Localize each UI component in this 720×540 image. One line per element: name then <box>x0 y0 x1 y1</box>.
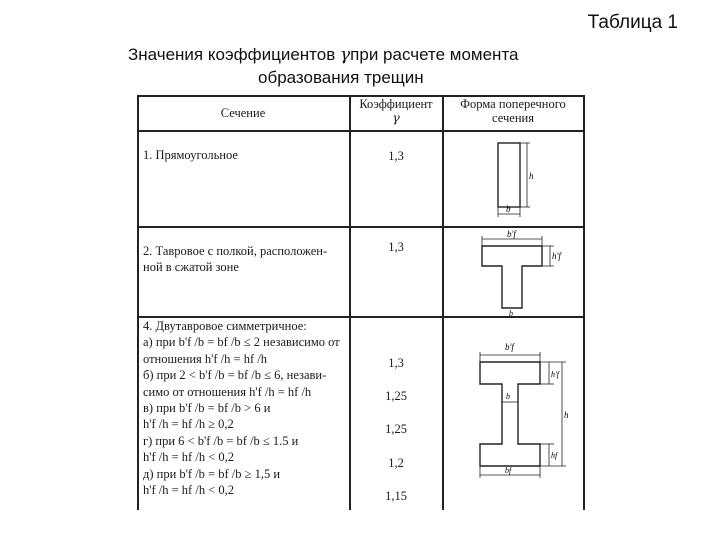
header-form-line2: сечения <box>492 111 534 125</box>
dim-label-hf-bottom: hf <box>551 451 558 460</box>
header-coefficient-symbol: γ <box>392 110 400 125</box>
dim-label-bf-bottom: bf <box>505 466 512 475</box>
section-text-line: 1. Прямоугольное <box>143 148 238 162</box>
section-text-line: в) при b'f /b = bf /b > 6 и <box>143 401 271 416</box>
dim-label-h: h <box>529 171 534 181</box>
row-4c-coefficient: 1,25 <box>385 422 407 436</box>
row-1-coefficient: 1,3 <box>388 149 404 163</box>
dim-label-bf-top: b'f <box>505 342 514 352</box>
header-coefficient <box>350 97 442 125</box>
title-part2: при расчете момента <box>350 45 519 64</box>
table-right-border <box>583 95 585 510</box>
table-number: Таблица 1 <box>587 12 678 33</box>
i-section-diagram <box>468 336 576 482</box>
table-left-border <box>137 95 139 510</box>
row-4b-coefficient: 1,25 <box>385 389 407 403</box>
header-section: Сечение <box>220 106 266 120</box>
row-2-coefficient: 1,3 <box>388 240 404 254</box>
dim-label-b: b <box>509 309 513 316</box>
header-separator <box>137 130 585 132</box>
t-section-diagram <box>470 228 570 316</box>
section-text-line: д) при b'f /b = bf /b ≥ 1,5 и <box>143 466 281 481</box>
rectangle-outline <box>498 143 520 207</box>
t-section-outline <box>482 246 542 308</box>
row-4e-coefficient: 1,15 <box>385 489 407 503</box>
section-text-line: г) при 6 < b'f /b = bf /b ≤ 1.5 и <box>143 433 299 448</box>
section-text-line: 4. Двутавровое симметричное: <box>143 319 307 333</box>
section-text-line: h'f /h = hf /h ≥ 0,2 <box>143 417 234 432</box>
header-coefficient-label: Коэффициент <box>359 97 433 111</box>
title-part1: Значения коэффициентов <box>128 45 336 64</box>
row-4-section <box>143 318 340 498</box>
i-section-outline <box>480 362 540 466</box>
row-2-section <box>143 243 327 276</box>
header-form <box>444 97 582 125</box>
section-text-line: отношения h'f /h = hf /h <box>143 351 267 366</box>
dim-label-hf-top: h'f <box>551 370 559 379</box>
gamma-symbol: γ <box>339 45 351 65</box>
section-text-line: h'f /h = hf /h < 0,2 <box>143 483 234 498</box>
table-col-divider-2 <box>442 95 444 510</box>
dim-label-h: h <box>564 410 569 420</box>
table-title-line1 <box>128 45 519 65</box>
row-4a-coefficient: 1,3 <box>388 356 404 370</box>
dim-label-hf: h'f <box>552 251 561 261</box>
dim-label-b: b <box>506 392 510 401</box>
section-text-line: симо от отношения h'f /h = hf /h <box>143 384 312 399</box>
header-form-line1: Форма поперечного <box>460 97 566 111</box>
table-col-divider-1 <box>349 95 351 510</box>
section-text-line: ной в сжатой зоне <box>143 260 239 275</box>
row-4d-coefficient: 1,2 <box>388 456 404 470</box>
section-text-line: а) при b'f /b = bf /b ≤ 2 независимо от <box>143 335 340 350</box>
table-title-line2: образования трещин <box>258 68 424 87</box>
section-text-line: h'f /h = hf /h < 0,2 <box>143 450 234 465</box>
section-text-line: б) при 2 < b'f /b = bf /b ≤ 6, незави- <box>143 368 327 383</box>
dim-label-bf: b'f <box>507 229 516 239</box>
rectangle-section-diagram <box>470 135 560 223</box>
row-1-section <box>143 147 238 163</box>
section-text-line: 2. Тавровое с полкой, расположен- <box>143 244 328 258</box>
dim-label-b: b <box>506 204 511 214</box>
